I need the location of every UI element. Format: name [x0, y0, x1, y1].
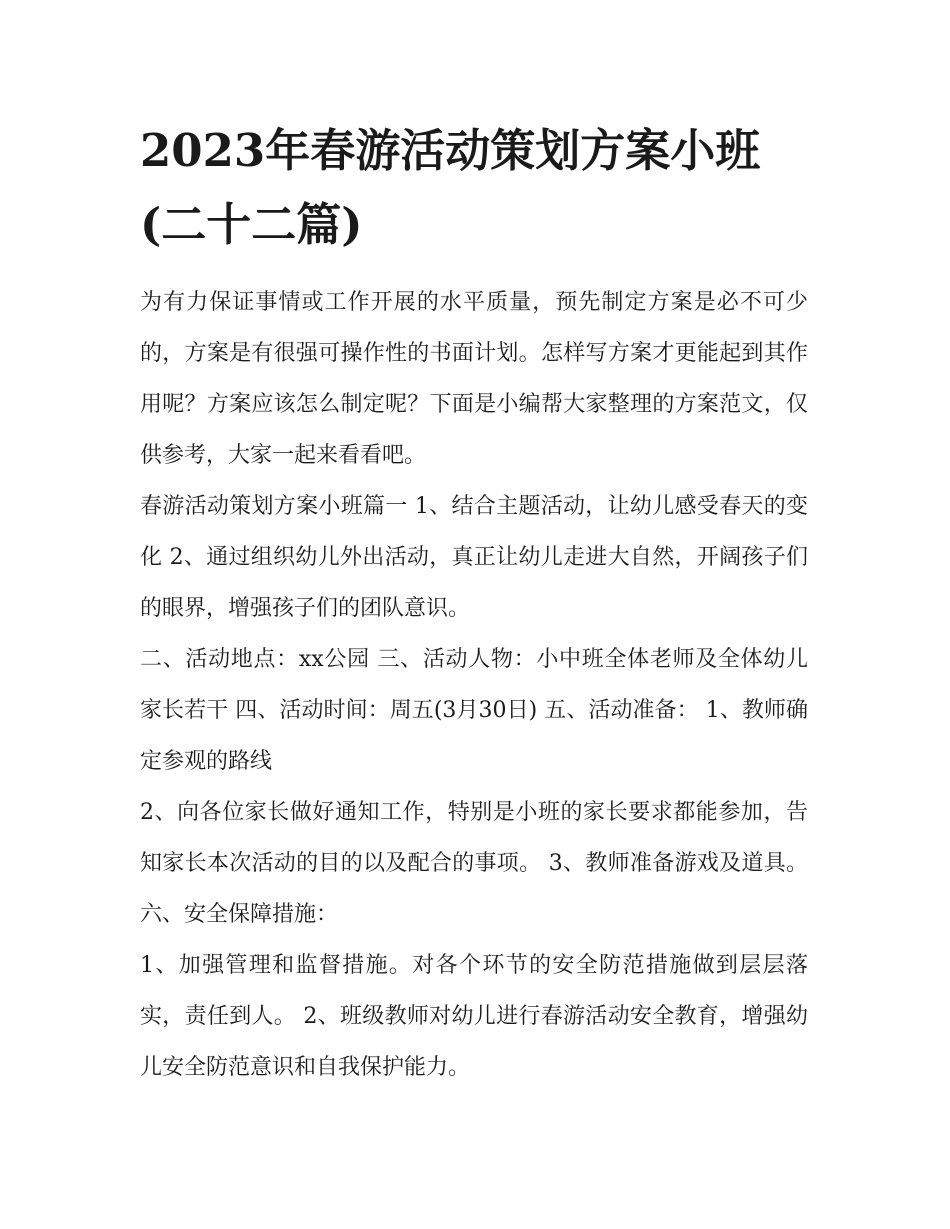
body-paragraph: 1、加强管理和监督措施。对各个环节的安全防范措施做到层层落实，责任到人。 2、班级教师对幼儿进行春游活动安全教育，增强幼儿安全防范意识和自我保护能力。 — [140, 953, 808, 1080]
document-page — [140, 114, 808, 1093]
document-title: 2023年春游活动策划方案小班(二十二篇) — [140, 124, 761, 251]
intro-paragraph: 为有力保证事情或工作开展的水平质量，预先制定方案是必不可少的，方案是有很强可操作性的书面计划。怎样写方案才更能起到其作用呢？方案应该怎么制定呢？下面是小编帮大家整理的方案范文，仅供参考，大家一起来看看吧。 — [140, 290, 808, 468]
body-paragraph: 二、活动地点：xx公园 三、活动人物：小中班全体老师及全体幼儿 家长若干 四、活动时间：周五(3月30日) 五、活动准备： 1、教师确定参观的路线 — [140, 647, 808, 774]
body-paragraph: 2、向各位家长做好通知工作，特别是小班的家长要求都能参加，告知家长本次活动的目的以及配合的事项。 3、教师准备游戏及道具。 六、安全保障措施： — [140, 800, 808, 927]
body-paragraph: 春游活动策划方案小班篇一 1、结合主题活动，让幼儿感受春天的变化 2、通过组织幼儿外出活动，真正让幼儿走进大自然，开阔孩子们的眼界，增强孩子们的团队意识。 — [140, 494, 808, 621]
